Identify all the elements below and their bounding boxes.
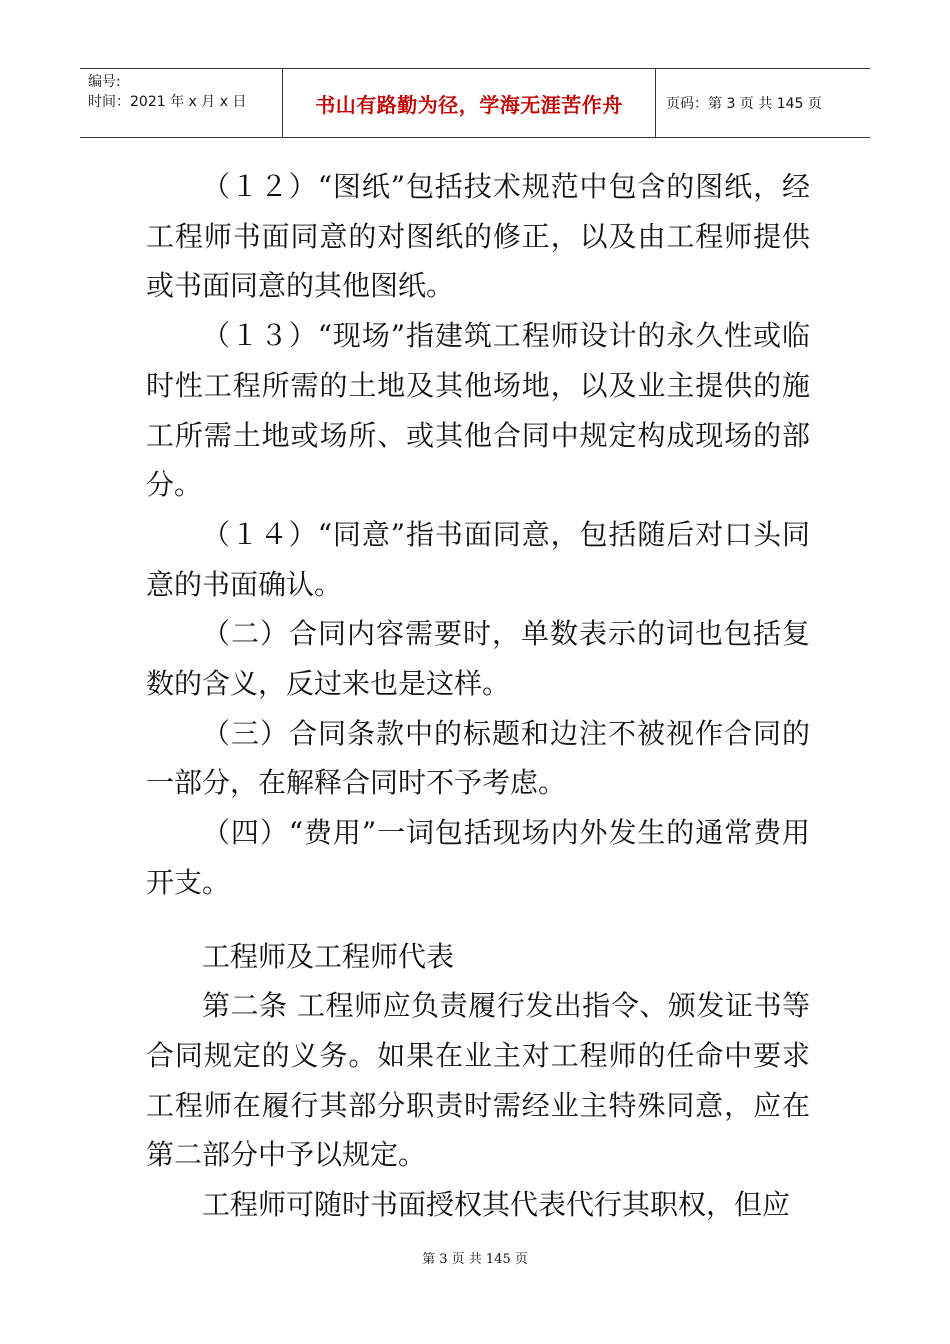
- document-body: [146, 162, 810, 1230]
- paragraph-costs: （四）“费用”一词包括现场内外发生的通常费用开支。: [146, 816, 810, 899]
- document-date: 时间：2021 年 x 月 x 日: [88, 94, 247, 110]
- paragraph-article-2: 第二条 工程师应负责履行发出指令、颁发证书等合同规定的义务。如果在业主对工程师的任命中要求工程师在履行其部分职责时需经业主特殊同意，应在第二部分中予以规定。: [146, 989, 810, 1172]
- paragraph-singular-plural: （二）合同内容需要时，单数表示的词也包括复数的含义，反过来也是这样。: [146, 617, 810, 701]
- header-motto: 书山有路勤为径，学海无涯苦作舟: [283, 69, 656, 137]
- paragraph-site: （１３）“现场”指建筑工程师设计的永久性或临时性工程所需的土地及其他场地，以及业主提供的施工所需土地或场所、或其他合同中规定构成现场的部分。: [146, 319, 810, 502]
- paragraph-headings: （三）合同条款中的标题和边注不被视作合同的一部分，在解释合同时不予考虑。: [146, 716, 810, 800]
- page-header: [80, 68, 870, 138]
- document-number-label: 编号:: [88, 74, 121, 90]
- header-page-info: 页码：第 3 页 共 145 页: [666, 96, 822, 112]
- section-title: 工程师及工程师代表: [202, 939, 455, 973]
- paragraph-drawings: （１２）“图纸”包括技术规范中包含的图纸，经工程师书面同意的对图纸的修正，以及由工程师提供或书面同意的其他图纸。: [146, 170, 810, 303]
- paragraph-consent: （１４）“同意”指书面同意，包括随后对口头同意的书面确认。: [146, 517, 810, 601]
- page-footer: 第 3 页 共 145 页: [422, 1252, 528, 1267]
- header-meta: [80, 69, 283, 137]
- paragraph-engineer-delegation: 工程师可随时书面授权其代表代行其职权，但应: [202, 1188, 791, 1222]
